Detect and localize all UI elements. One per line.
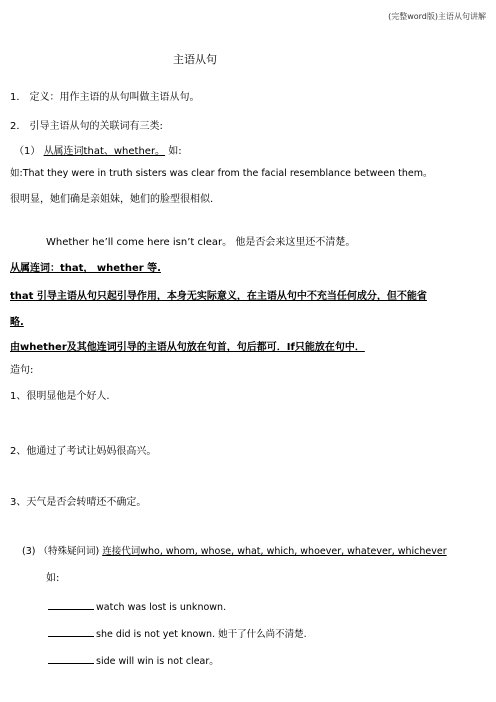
answer-blank[interactable] [48, 599, 94, 610]
rule-1: 从属连词：that， whether 等. [10, 263, 161, 274]
subsection-3-suffix: 如: [46, 573, 60, 584]
fill-line-3 [48, 653, 219, 669]
answer-blank[interactable] [48, 626, 94, 637]
fill-text-1: watch was lost is unknown. [96, 602, 227, 613]
rule-2-cont: 略. [10, 317, 24, 328]
fill-text-3: side will win is not clear。 [96, 656, 219, 667]
page-title: 主语从句 [173, 53, 217, 66]
subsection-1-suffix: 如: [168, 146, 182, 157]
subsection-3 [22, 545, 447, 559]
fill-line-1 [48, 599, 226, 615]
subsection-3-number: (3) （特殊疑问词) [22, 546, 100, 557]
fill-text-2: she did is not yet known. 她干了什么尚不清楚. [96, 629, 307, 640]
answer-blank[interactable] [48, 653, 94, 664]
example-2: Whether he’ll come here isn’t clear。 他是否会来这里还不清楚。 [46, 237, 356, 248]
rule-3: 由whether及其他连词引导的主语从句放在句首，句后都可．If只能放在句中． [10, 342, 365, 353]
rule-2: that 引导主语从句只起引导作用，本身无实际意义，在主语从句中不充当任何成分，但不能省 [10, 291, 427, 302]
subsection-3-title: 连接代词who, whom, whose, what, which, whoever, whatever, whichever [102, 546, 447, 557]
practice-q3: 3、天气是否会转晴还不确定。 [10, 497, 147, 508]
subsection-1-title: 从属连词that、whether。 [43, 146, 166, 157]
subsection-1-number: （1） [14, 146, 41, 157]
page-header: (完整word版)主语从句讲解 [388, 12, 486, 21]
practice-q2: 2、他通过了考试让妈妈很高兴。 [10, 446, 157, 457]
practice-q1: 1、很明显他是个好人. [10, 391, 110, 402]
fill-line-2 [48, 626, 307, 642]
subsection-1 [14, 145, 182, 159]
example-1: 如:That they were in truth sisters was clear from the facial resemblance between them。 [10, 168, 433, 179]
example-1-translation: 很明显，她们确是亲姐妹，她们的脸型很相似. [10, 194, 214, 205]
practice-label: 造句: [10, 365, 34, 376]
definition-line: 1． 定义：用作主语的从句叫做主语从句。 [10, 92, 200, 103]
intro-line: 2． 引导主语从句的关联词有三类: [10, 121, 163, 132]
